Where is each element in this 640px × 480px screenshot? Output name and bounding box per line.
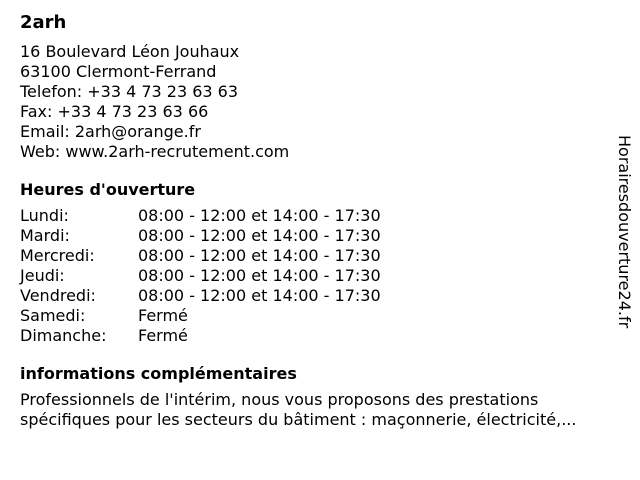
info-line-2: spécifiques pour les secteurs du bâtiment : maçonnerie, électricité,...	[20, 410, 577, 429]
hours-time: Fermé	[138, 306, 188, 325]
hours-day: Samedi:	[20, 306, 86, 325]
opening-hours-heading: Heures d'ouverture	[20, 180, 196, 199]
opening-hours-table	[20, 206, 620, 346]
hours-row-sunday	[20, 326, 620, 346]
hours-row-monday	[20, 206, 620, 226]
business-card	[20, 12, 620, 430]
hours-day: Lundi:	[20, 206, 69, 225]
additional-info-text	[20, 390, 630, 430]
hours-time: 08:00 - 12:00 et 14:00 - 17:30	[138, 226, 381, 245]
hours-day: Mercredi:	[20, 246, 95, 265]
hours-time: 08:00 - 12:00 et 14:00 - 17:30	[138, 246, 381, 265]
hours-row-friday	[20, 286, 620, 306]
site-watermark: Horairesdouverture24.fr	[615, 135, 634, 329]
address-line-1: 16 Boulevard Léon Jouhaux	[20, 42, 240, 61]
additional-info-heading: informations complémentaires	[20, 364, 297, 383]
info-line-1: Professionnels de l'intérim, nous vous proposons des prestations	[20, 390, 539, 409]
hours-time: 08:00 - 12:00 et 14:00 - 17:30	[138, 266, 381, 285]
hours-time: 08:00 - 12:00 et 14:00 - 17:30	[138, 286, 381, 305]
hours-row-wednesday	[20, 246, 620, 266]
hours-row-tuesday	[20, 226, 620, 246]
hours-time: 08:00 - 12:00 et 14:00 - 17:30	[138, 206, 381, 225]
address-line-2: 63100 Clermont-Ferrand	[20, 62, 217, 81]
hours-day: Vendredi:	[20, 286, 96, 305]
hours-row-saturday	[20, 306, 620, 326]
hours-day: Jeudi:	[20, 266, 65, 285]
web-line: Web: www.2arh-recrutement.com	[20, 142, 290, 161]
email-line: Email: 2arh@orange.fr	[20, 122, 201, 141]
fax-line: Fax: +33 4 73 23 63 66	[20, 102, 209, 121]
hours-row-thursday	[20, 266, 620, 286]
hours-day: Mardi:	[20, 226, 70, 245]
hours-day: Dimanche:	[20, 326, 107, 345]
business-name: 2arh	[20, 12, 67, 33]
hours-time: Fermé	[138, 326, 188, 345]
phone-line: Telefon: +33 4 73 23 63 63	[20, 82, 239, 101]
